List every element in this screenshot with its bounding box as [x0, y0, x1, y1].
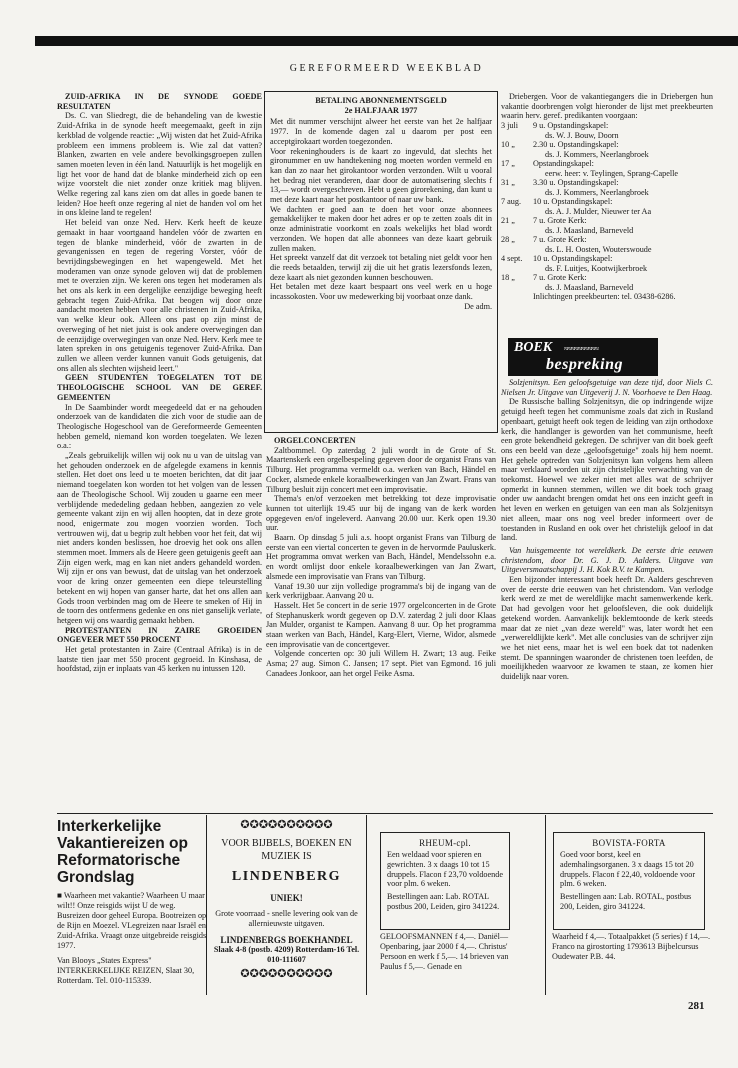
- banner-word-boek: BOEK: [514, 340, 553, 355]
- schedule-date: 3 juli: [501, 121, 519, 131]
- column-middle: [266, 436, 496, 811]
- schedule-row: [501, 131, 678, 141]
- schedule-date: 28 „: [501, 235, 515, 245]
- ad-vakantiereizen-text: ■ Waarheen met vakantie? Waarheen U maar wilt!! Onze reisgids wijst U de weg. Busreizen door geheel Europa. Bootreizen op de Rijn en Moezel. VLegreizen naar Israël en Zuid-Afrika. Vraagt onze uitgebreide reisgids 1977.: [57, 891, 207, 950]
- schedule-location: Opstandingskapel:: [533, 159, 594, 169]
- schedule-preacher: ds. J. Kommers, Neerlangbroek: [545, 187, 649, 197]
- ad-lindenberg: [208, 818, 365, 992]
- schedule-location: 10 u. Opstandingskapel:: [533, 197, 613, 207]
- ad-geloofsmannen: GELOOFSMANNEN f 4,—. Daniël—Openbaring, jaar 2000 f 4,—. Christus' Persoon en werk f 5,—. 14 brieven van Paulus f 5,—. Genade en: [380, 932, 509, 971]
- paragraph: Zaltbommel. Op zaterdag 2 juli wordt in de Grote of St. Maartenskerk een orgelbespeling gegeven door de organist Frans van Tilburg. Het programma vermeldt o.a. werken van Bach, Händel en Cocker, alsmede enkele koraalbewerkingen van Jan Zwart. Frans van Tilburg besluit zijn concert met een improvisatie.: [266, 445, 496, 494]
- heading-studenten: GEEN STUDENTEN TOEGELATEN TOT DE THEOLOGISCHE SCHOOL VAN DE GEREF. GEMEENTEN: [57, 373, 262, 402]
- paragraph: Een bijzonder interessant boek heeft Dr. Aalders geschreven over de eerste drie eeuwen van het christendom. Van verlodge kerk werd ze met de wereldlijke macht samenwerkende kerk. Dat had gevolgen voor het geloofsleven, die ook duidelijk getekend worden. Aanvankelijk beklemtoonde de kerk steeds maar dat ze niet „van deze wereld" was, later wordt het een „verwereldlijkte kerk". Met alle conclusies van de schrijver zijn we het niet eens, maar het is wel een boek dat tot nadenken stemt. De spanningen waaronder de christenen toen leefden, de moeilijkheden waarvoor ze kwamen te staan, ze komen hier duidelijk naar voren.: [501, 575, 713, 682]
- ad-lindenberg-unique: UNIEK!: [270, 893, 303, 903]
- schedule-preacher: ds. J. Maasland, Barneveld: [545, 225, 634, 235]
- paragraph: Vanaf 19.30 uur zijn volledige programma's bij de ingang van de kerk verkrijgbaar. Aanvang 20 u.: [266, 581, 496, 601]
- banner-word-bespreking: bespreking: [546, 356, 623, 373]
- book-title-2: Van huisgemeente tot wereldkerk. De eerste drie eeuwen christendom, door Dr. G. J. D. Aalders. Uitgave van Uitgeversmaatschappij J. H. Kok B.V. te Kampen.: [501, 545, 713, 575]
- paragraph: Driebergen. Voor de vakantiegangers die in Driebergen hun vakantie doorbrengen volgt hieronder de lijst met preekbeurten waarin herv. geref. predikanten voorgaan:: [501, 92, 713, 121]
- schedule-row: [501, 197, 678, 207]
- ad-divider: [366, 815, 367, 995]
- banner-zigzag: ≈≈≈≈≈≈≈≈≈≈: [564, 344, 598, 353]
- schedule-preacher: ds. A. J. Mulder, Nieuwer ter Aa: [545, 206, 652, 216]
- ad-lindenberg-brand: LINDENBERG: [231, 869, 342, 884]
- paragraph: „Zeals gebruikelijk willen wij ook nu u van de uitslag van het gehouden onderzoek en de afgelegde examens in kennis stellen. Het doet ons leed u te moeten berichten, dat dit jaar niemand toegelaten kon worden tot het volgen van de lessen aan de Theologische School. Wij zouden u gaarne een meer verblijdende mededeling gedaan hebben, aangezien zo vele gemeente vakant zijn en wij allen hoopten, dat in deze grote nood, enigermate zou mogen voorzien worden. Toch vertrouwen wij, dat u begrip zult hebben voor het feit, dat wij niet anders konden beslissen, hoe droevig het ook ons allen stemmen moet. Immers als de Heere geen getuigenis geeft aan Zijn eigen werk, mag en kan niet anders gehandeld worden. Wij zijn er ons van bewust, dat de uitslag van het onderzoek voor de kring onzer gemeenten een diepe teleurstelling betekent en wij hopen van ganser harte, dat het ons allen aan Gods troon verbinden mag om de Heere te smeken of Hij in de toorn des ontfermens gedenke en ons niet ganselijk verlate, hetgeen wij ons waardig gemaakt hebben.: [57, 451, 262, 625]
- schedule-row: [501, 216, 678, 226]
- notice-signature: De adm.: [464, 301, 492, 311]
- schedule-preacher: ds. J. Maasland, Barneveld: [545, 282, 634, 292]
- schedule-date: 18 „: [501, 273, 515, 283]
- ad-divider: [545, 815, 546, 995]
- paragraph: In De Saambinder wordt meegedeeld dat er na gehouden onderzoek van de kandidaten die zich voor de studie aan de Theologische Hogeschool van de Gereformeerde Gemeenten hebben gemeld, niemand kon worden toegelaten. We lezen o.a.:: [57, 402, 262, 451]
- paragraph: Hasselt. Het 5e concert in de serie 1977 orgelconcerten in de Grote of Stephanuskerk wordt gegeven op D.V. zaterdag 2 juli door Klaas Jan Mulder, organist te Kampen. Aanvang 8 uur. Op het programma staan werken van Bach, Händel, Karg-Elert, Vierne, Widor, alsmede een improvisatie van de concertgever.: [266, 600, 496, 649]
- heading-zaire: PROTESTANTEN IN ZAIRE GROEIDEN ONGEVEER MET 550 PROCENT: [57, 625, 262, 645]
- schedule-row: [501, 121, 678, 131]
- column-right-bottom: [501, 378, 713, 810]
- schedule-date: 31 „: [501, 178, 515, 188]
- ad-bovista-body: Goed voor borst, keel en ademhalingsorganen. 3 x daags 15 tot 20 druppels. Flacon f 22,40, voldoende voor plm. 6 weken.: [560, 850, 696, 889]
- ad-vakantiereizen-contact: Van Blooys „States Express" INTERKERKELIJKE REIZEN, Slaat 30, Rotterdam. Tel. 010-115339.: [57, 956, 195, 985]
- schedule-location: 10 u. Opstandingskapel:: [533, 254, 613, 264]
- sermon-schedule: [501, 121, 678, 292]
- schedule-date: 7 aug.: [501, 197, 522, 207]
- paragraph: Ds. C. van Sliedregt, die de behandeling van de kwestie Zuid-Afrika in de synode heeft meegemaakt, geeft in zijn kerkblad de volgende reactie: „Wij wisten dat het Zuid-Afrika probleem een immens probleem is. Wie zal dat vatten? Blanken, zwarten en vele andere bevolkingsgroepen zullen samen moeten leven in één land. Natuurlijk is het mogelijk en ligt het voor de hand dat de blanke minderheid zich op een wijze voorstelt die niet zonder onze kritiek mag blijven. Welke regering zal kans zien om dat alles in goede banen te leiden? Hoe heeft onze regering al niet de handen vol om het in ons kleine land te regelen!: [57, 111, 262, 218]
- ad-bovista-title: BOVISTA-FORTA: [592, 838, 666, 848]
- schedule-row: [501, 264, 678, 274]
- schedule-preacher: eerw. heer: v. Teylingen, Sprang-Capelle: [545, 168, 679, 178]
- column-right-top: [501, 92, 713, 328]
- ad-rheum-order: Bestellingen aan: Lab. ROTAL postbus 200, Leiden, giro 341224.: [387, 892, 500, 911]
- book-title-1: Solzjenitsyn. Een geloofsgetuige van deze tijd, door Niels C. Nielsen Jr. Uitgave van Uitgeverij J. N. Voorhoeve te Den Haag.: [501, 378, 713, 397]
- ad-bovista: [553, 832, 705, 930]
- schedule-row: [501, 273, 678, 283]
- heading-zuid-afrika: ZUID-AFRIKA IN DE SYNODE GOEDE RESULTATEN: [57, 92, 262, 111]
- page-number: 281: [688, 1000, 705, 1012]
- boekbespreking-banner: [508, 338, 658, 376]
- schedule-row: [501, 188, 678, 198]
- ad-lindenberg-line2: Grote voorraad - snelle levering ook van de allernieuwste uitgaven.: [215, 909, 358, 928]
- schedule-location: 2.30 u. Opstandingskapel:: [533, 140, 619, 150]
- schedule-row: [501, 245, 678, 255]
- paragraph: Volgende concerten op: 30 juli Willem H. Zwart; 13 aug. Feike Asma; 27 aug. Simon C. Jansen; 17 sept. Piet van Egmond. 16 juli Canadees Jonkoor, aan het orgel Feike Asma.: [266, 649, 496, 678]
- schedule-location: 7 u. Grote Kerk:: [533, 273, 587, 283]
- payment-notice: [270, 96, 492, 429]
- ad-rheum-title: RHEUM-cpl.: [419, 838, 471, 848]
- schedule-row: [501, 207, 678, 217]
- schedule-date: 4 sept.: [501, 254, 523, 264]
- info-line: Inlichtingen preekbeurten: tel. 03438-6286.: [533, 292, 676, 302]
- schedule-location: 7 u. Grote Kerk:: [533, 216, 587, 226]
- top-black-bar: [35, 36, 738, 46]
- schedule-row: [501, 159, 678, 169]
- schedule-location: 7 u. Grote Kerk:: [533, 235, 587, 245]
- ad-vakantiereizen-title: Interkerkelijke Vakantiereizen op Reformatorische Grondslag: [57, 818, 188, 886]
- ad-top-rule: [57, 813, 713, 814]
- ad-lindenberg-line1: VOOR BIJBELS, BOEKEN EN MUZIEK IS: [221, 838, 352, 862]
- schedule-preacher: ds. F. Luitjes, Kootwijkerbroek: [545, 263, 648, 273]
- paragraph: Voor rekeninghouders is de kaart zo ingevuld, dat slechts het gironummer en uw handtekening nog moeten worden vermeld en kan dan zo naar het girokantoor worden verzonden. Wilt u vooral het bedrag niet veranderen, daar door de automatisering slechts f 13,— wordt overgeschreven. Hebt u geen girorekening, dan kunt u met deze kaart naar het postkantoor of naar uw bank.: [270, 146, 492, 205]
- schedule-row: [501, 283, 678, 293]
- schedule-date: 10 „: [501, 140, 515, 150]
- paragraph: De Russische balling Solzjenitsyn, die op indringende wijze getuigd heeft tegen het communisme zoals dat zich in Rusland openbaart, getuigt heeft ook tegen de leiding van zijn orthodoxe kerk, die handlanger is geworden van het communisme, heeft een grote bekendheid gekregen. De schrijver van dit boek geeft ons een beeld van deze „geloofsgetuige" zoals hij hem noemt. Het gehele optreden van Solzjenitsyn kan volgens hem alleen maar verklaard worden uit zijn christelijke verwachting van de toekomst. Hoewel we zeker niet met alles wat de schrijver opmerkt in kunnen stemmen, willen we dit boek toch graag onder uw aandacht brengen omdat het ons een inzicht geeft in het leven en werken en getuigen van een man als Solzjenitsyn niet alleen, maar ons nog veel breder informeert over de toestanden in Rusland en ook over het christelijk geloof in dat land.: [501, 397, 713, 543]
- schedule-row: [501, 150, 678, 160]
- schedule-location: 3.30 u. Opstandingskapel:: [533, 178, 619, 188]
- paragraph: Baarn. Op dinsdag 5 juli a.s. hoopt organist Frans van Tilburg de eerste van een viertal concerten te geven in de hervormde Pauluskerk. Het programma omvat werken van Bach, Händel, Mendelssohn e.a. en wordt omlijst door enkele koraalbewerkingen van Jan Zwart, alsmede een improvisatie van Frans van Tilburg.: [266, 533, 496, 581]
- schedule-preacher: ds. W. J. Bouw, Doorn: [545, 130, 619, 140]
- paragraph: We dachten er goed aan te doen het voor onze abonnees gemakkelijker te maken door het adres er op te zetten zoals dit in onze administratie voorkomt en zoals wekelijks het blad wordt verzonden. We hopen dat alle abonnees van deze kaart gebruik zullen maken.: [270, 204, 492, 253]
- schedule-date: 21 „: [501, 216, 515, 226]
- paragraph: Het spreekt vanzelf dat dit verzoek tot betaling niet geldt voor hen die reeds betaalden, terwijl zij die uit het gratis lezersfonds lezen, deze kaart als niet gezonden kunnen beschouwen.: [270, 253, 492, 282]
- schedule-location: 9 u. Opstandingskapel:: [533, 121, 609, 131]
- paragraph: Het beleid van onze Ned. Herv. Kerk heeft de keuze gemaakt in haar voortgaand handelen vóór de zwarten en tegen de blanke minderheid, vóór de zwarten in de gevangenissen en tegen de regering Vorster, vóór de bevrijdingsbewegingen en het wapengeweld. Met het moderamen van onze synode geloven wij dat de problemen met te overzien zijn. We keren ons tegen het moderamen als het ons als kerk in een dergelijke eenzijdige beweging heeft gebracht tegen Zuid-Afrika. Dat beogen wij door onze aandacht moeten hebben voor alle christenen in Zuid-Afrika, van welke kleur ook. Alleen ons past op zijn minst de overweging of het niet juist is ook andere overwegingen dan de eenzijdige overwegingen van onze Ned. Herv. Kerk mee te laten spreken in ons getuigenis tegenover Zuid-Afrika. Dan zullen we alleen verder kunnen vanuit Gods getuigenis, dat ons allen als slechten wijsheid leert.": [57, 218, 262, 373]
- ad-rheum: [380, 832, 510, 930]
- schedule-row: [501, 226, 678, 236]
- schedule-preacher: ds. L. H. Oosten, Wouterswoude: [545, 244, 652, 254]
- paragraph: Het betalen met deze kaart bespaart ons veel werk en u hoge incassokosten. Voor uw medewerking bij voorbaat onze dank.: [270, 282, 492, 302]
- ad-lindenberg-address: Slaak 4-8 (postb. 4209) Rotterdam-16 Tel. 010-111607: [213, 945, 360, 964]
- schedule-row: [501, 169, 678, 179]
- schedule-row: [501, 178, 678, 188]
- schedule-date: 17 „: [501, 159, 515, 169]
- schedule-row: [501, 235, 678, 245]
- ad-lindenberg-shop: LINDENBERGS BOEKHANDEL: [220, 935, 353, 945]
- schedule-row: [501, 254, 678, 264]
- star-border-icon: ✪✪✪✪✪✪✪✪✪✪: [240, 967, 333, 980]
- paragraph: Thema's en/of verzoeken met betrekking tot deze improvisatie kunnen tot uiterlijk 19.45 uur bij de ingang van de kerk worden opgegeven en/of ingeleverd. Aanvang 20.00 uur. Kerk open 19.30 uur.: [266, 494, 496, 533]
- ad-rheum-body: Een weldaad voor spieren en gewrichten. 3 x daags 10 tot 15 druppels. Flacon f 23,70 voldoende voor plm. 6 weken.: [387, 850, 503, 889]
- star-border-icon: ✪✪✪✪✪✪✪✪✪✪: [240, 818, 333, 831]
- ad-bovista-order: Bestellingen aan: Lab. ROTAL, postbus 200, Leiden, giro 341224.: [560, 892, 692, 911]
- page-header: GEREFORMEERD WEEKBLAD: [289, 63, 484, 74]
- paragraph: Het getal protestanten in Zaire (Centraal Afrika) is in de laatste tien jaar met 550 procent gegroeid. In Kinshasa, de hoofdstad, zijn er inplaats van 45 kerken nu intussen 120.: [57, 645, 262, 674]
- ad-vakantiereizen: [57, 818, 207, 1004]
- schedule-row: [501, 140, 678, 150]
- notice-subtitle: 2e HALFJAAR 1977: [344, 105, 418, 115]
- schedule-preacher: ds. J. Kommers, Neerlangbroek: [545, 149, 649, 159]
- notice-title: BETALING ABONNEMENTSGELD: [315, 96, 447, 105]
- heading-orgelconcerten: ORGELCONCERTEN: [274, 436, 356, 445]
- paragraph: Met dit nummer verschijnt alweer het eerste van het 2e halfjaar 1977. In de komende dagen zal u daarom per post een acceptgirokaart worden toegezonden.: [270, 117, 492, 146]
- ad-bijbelcursus: Waarheid f 4,—. Totaalpakket (5 series) f 14,—. Franco na girostorting 1793613 Bijbelcursus Oudewater P.B. 44.: [552, 932, 710, 961]
- column-left: [57, 92, 262, 674]
